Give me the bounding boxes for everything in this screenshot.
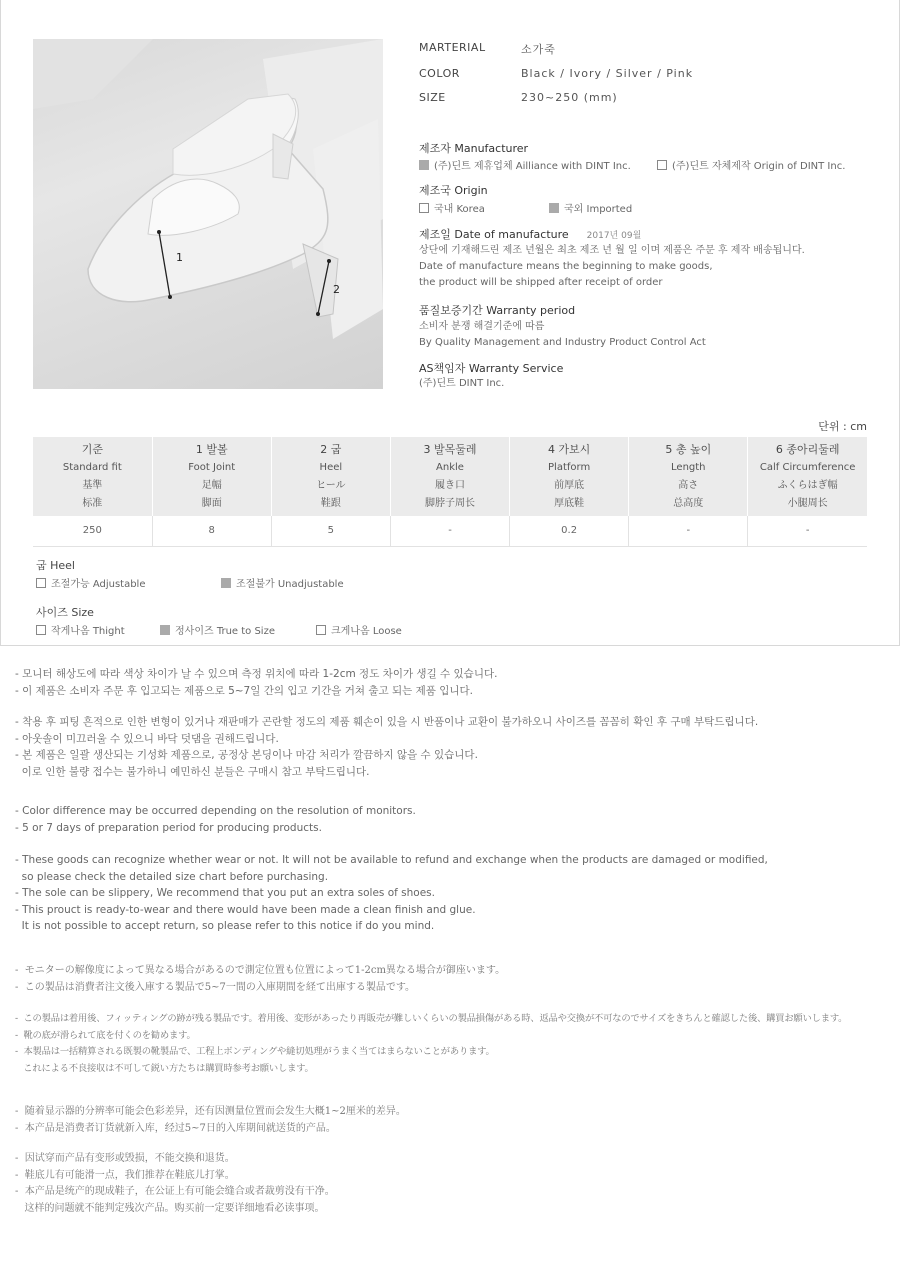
fit-option-tight (36, 622, 125, 637)
warranty-description (419, 319, 706, 351)
origin-option-imported (549, 200, 632, 215)
notes-chinese-2: - 因试穿而产品有变形或毁损，不能交换和退货。 - 鞋底儿有可能滑一点，我们推荐在鞋底儿打掌。 - 本产品是统产的现成鞋子，在公证上有可能会缝合或者裁剪没有干净。 这样的问题就不能判定残次产品。购买前一定要详细地看必读事项。 (15, 1153, 335, 1214)
size-value: 230~250 (mm) (521, 91, 618, 104)
notes-chinese-1: - 随着显示器的分辨率可能会色彩差异，还有因测量位置而会发生大概1~2厘米的差异。 - 本产品是消费者订货就新入库，经过5~7日的入库期间就送货的产品。 (15, 1106, 406, 1134)
size-label: SIZE (419, 91, 446, 104)
measure-label-2: 2 (333, 283, 340, 296)
table-cell: 8 (152, 516, 271, 546)
date-line-2: Date of manufacture means the beginning to make goods, (419, 261, 713, 272)
option-label: 조절불가 Unadjustable (236, 579, 344, 590)
checkbox-checked (549, 203, 559, 213)
manufacturer-title: 제조자 Manufacturer (419, 142, 529, 155)
unit-label: 단위 : cm (818, 420, 867, 433)
option-label: 작게나옴 Thight (51, 626, 125, 637)
service-line-1: (주)딘트 DINT Inc. (419, 378, 505, 389)
date-value: 2017년 09월 (586, 231, 642, 241)
header-length: 5 총 높이 Length 高さ 总高度 (629, 437, 748, 516)
option-label: 조절가능 Adjustable (51, 579, 146, 590)
header-platform: 4 가보시 Platform 前厚底 厚底鞋 (510, 437, 629, 516)
checkbox-checked (160, 625, 170, 635)
date-title-text: 제조일 Date of manufacture (419, 228, 569, 241)
notes-korean-1: - 모니터 해상도에 따라 색상 차이가 날 수 있으며 측정 위치에 따라 1-2cm 정도 차이가 생길 수 있습니다. - 이 제품은 소비자 주문 후 입고되는 제품으로 5~7일 간의 입고 기간을 거쳐 출고 되는 제품 입니다. (15, 668, 498, 697)
checkbox-unchecked (36, 578, 46, 588)
color-label: COLOR (419, 67, 460, 80)
checkbox-checked (419, 160, 429, 170)
table-cell: 5 (271, 516, 390, 546)
checkbox-unchecked (419, 203, 429, 213)
color-value: Black / Ivory / Silver / Pink (521, 67, 694, 80)
origin-title: 제조국 Origin (419, 184, 488, 197)
option-label: 국내 Korea (434, 204, 485, 215)
header-ankle: 3 발목둘레 Ankle 履き口 脚脖子周长 (390, 437, 509, 516)
table-cell: - (629, 516, 748, 546)
table-cell: - (748, 516, 867, 546)
heel-option-adjustable (36, 575, 146, 590)
notes-japanese-2: - この製品は着用後、フィッティングの跡が残る製品です。着用後、変形があったり再販売が難しいくらいの製品損傷がある時、返品や交換が不可なのでサイズをきちんと確認した後、購買お願いします。 - 靴の底が滑られて底を付くのを勧めます。 - 本製品は一括精算される既製の靴製品で、工程上ボンディングや縫切処理がうまく当てはまらないことがあります。 これによる不良接収は不可して鋭い方たちは購買時参考お願いします。 (15, 1013, 848, 1074)
material-value: 소가죽 (521, 43, 556, 56)
header-standard: 기준 Standard fit 基準 标准 (33, 437, 152, 516)
fit-title: 사이즈 Size (36, 606, 94, 619)
fit-option-true (160, 622, 275, 637)
heel-title: 굽 Heel (36, 559, 75, 572)
notes-english-2: - These goods can recognize whether wear or not. It will not be available to refund and exchange when the products are damaged or modified, so please check the detailed size chart before purchasing. - The sole can be slippery, We recommend that you put an extra soles of shoes. - This prouct is ready-to-wear and there would have been made a clean finish and glue. It is not possible to accept return, so please refer to this notice if do you mind. (15, 854, 768, 932)
table-cell: 250 (33, 516, 152, 546)
header-foot-joint: 1 발볼 Foot Joint 足幅 脚面 (152, 437, 271, 516)
checkbox-unchecked (316, 625, 326, 635)
origin-option-korea (419, 200, 485, 215)
option-label: 크게나옴 Loose (331, 626, 402, 637)
notes-english-1: - Color difference may be occurred depending on the resolution of monitors. - 5 or 7 days of preparation period for producing products. (15, 805, 416, 834)
service-title: AS책임자 Warranty Service (419, 362, 564, 375)
table-cell: 0.2 (510, 516, 629, 546)
option-label: 정사이즈 True to Size (175, 626, 275, 637)
checkbox-unchecked (36, 625, 46, 635)
size-table (33, 437, 867, 547)
product-photo (33, 39, 383, 389)
checkbox-unchecked (657, 160, 667, 170)
fit-option-loose (316, 622, 402, 637)
notes-japanese-1: - モニターの解像度によって異なる場合があるので測定位置も位置によって1-2cm異なる場合が御座います。 - この製品は消費者注文後入庫する製品で5~7一間の入庫期間を経て出庫する製品です。 (15, 965, 506, 993)
option-label: 국외 Imported (564, 204, 633, 215)
material-label: MARTERIAL (419, 41, 486, 54)
notes-korean-2: - 착용 후 피팅 흔적으로 인한 변형이 있거나 재판매가 곤란할 정도의 제품 훼손이 있을 시 반품이나 교환이 불가하오니 사이즈를 꼼꼼히 확인 후 구매 부탁드립니다. - 아웃솔이 미끄러울 수 있으니 바닥 덧댐을 권해드립니다. - 본 제품은 일괄 생산되는 기성화 제품으로, 공정상 본딩이나 마감 처리가 깔끔하지 않을 수 있습니다. 이로 인한 불량 접수는 불가하니 예민하신 분들은 구매시 참고 부탁드립니다. (15, 716, 759, 778)
shoe-illustration (33, 39, 383, 389)
date-line-3: the product will be shipped after receipt of order (419, 277, 663, 288)
manufacturer-option-origin (657, 157, 845, 172)
checkbox-checked (221, 578, 231, 588)
header-calf: 6 종아리둘레 Calf Circumference ふくらはぎ幅 小腿周长 (748, 437, 867, 516)
date-description (419, 243, 805, 291)
service-description (419, 376, 504, 392)
option-label: (주)딘트 제휴업체 Ailliance with DINT Inc. (434, 161, 631, 172)
warranty-line-2: By Quality Management and Industry Product Control Act (419, 337, 706, 348)
date-title (419, 226, 641, 242)
warranty-title: 품질보증기간 Warranty period (419, 304, 576, 317)
table-row (33, 516, 867, 546)
table-cell: - (390, 516, 509, 546)
date-line-1: 상단에 기재해드린 제조 년월은 최초 제조 년 월 일 이며 제품은 주문 후 제작 배송됩니다. (419, 245, 805, 256)
option-label: (주)딘트 자체제작 Origin of DINT Inc. (672, 161, 846, 172)
header-heel: 2 굽 Heel ヒール 鞋跟 (271, 437, 390, 516)
manufacturer-option-alliance (419, 157, 631, 172)
heel-option-unadjustable (221, 575, 344, 590)
warranty-line-1: 소비자 분쟁 해결기준에 따름 (419, 321, 545, 332)
measure-label-1: 1 (176, 251, 183, 264)
